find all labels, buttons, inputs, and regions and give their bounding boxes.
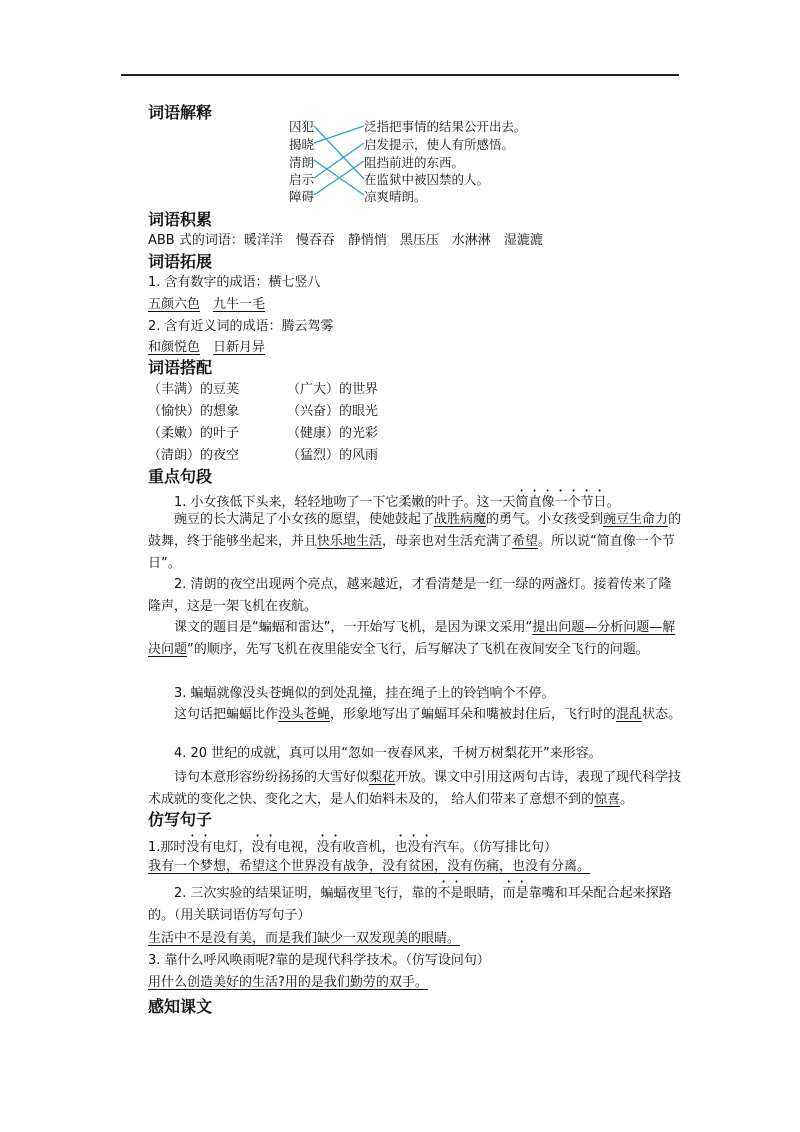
emphasized-text: 没有	[186, 840, 213, 855]
underlined-answer: 梨花	[369, 770, 396, 785]
sentence-text: 眼睛，	[463, 886, 503, 901]
emphasized-text: 没有	[251, 840, 278, 855]
match-left-word: 障碍	[289, 189, 315, 204]
passage-1-analysis	[148, 509, 684, 575]
passage-text: 诗句本意形容纷纷扬扬的大雪好似	[174, 770, 370, 785]
expand-item-2-answers	[148, 336, 265, 355]
passage-4: 4. 20 世纪的成就，真可以用“忽如一夜春风来，千树万树梨花开”来形容。	[174, 746, 602, 761]
emphasized-text: 不是	[437, 886, 464, 901]
imitation-sentence-2	[148, 878, 684, 927]
underlined-answer: 惊喜	[594, 792, 621, 807]
passage-3: 3. 蝙蝠就像没头苍蝇似的到处乱撞，挂在绳子上的铃铛响个不停。	[174, 686, 555, 701]
expand-item-1-answers	[148, 293, 265, 312]
match-left-word: 囚犯	[289, 119, 315, 134]
collocation-left: （愉快）的想象	[148, 404, 240, 419]
imitation-answer-1: 我有一个梦想，希望这个世界没有战争，没有贫困，没有伤痛，也没有分离。	[148, 859, 591, 874]
passage-text: 1. 小女孩低下头来，轻轻地吻了一下它柔嫩的叶子。这一天	[174, 495, 516, 510]
passage-text: 开放。课文中引用这两句古诗，表现了现代科学技术成就的变化之快、变化之大，是人们始料未及的， 给人们带来了意想不到的	[148, 770, 682, 807]
expand-item-1: 1. 含有数字的成语：横七竖八	[148, 275, 321, 290]
passage-4-analysis	[148, 767, 684, 811]
key-passages-heading: 重点句段	[148, 467, 213, 486]
accumulate-heading: 词语积累	[148, 210, 213, 229]
passage-text: 。所以说“简直像一个节日”。	[148, 534, 675, 571]
collocation-left: （丰满）的豆荚	[148, 382, 240, 397]
passage-text: 。	[620, 792, 634, 807]
emphasized-text: 而是	[502, 886, 529, 901]
sentence-text: 靠嘴和耳朵配合起来探路的。（用关联词语仿写句子）	[148, 886, 672, 923]
match-right-definition: 启发提示，使人有所感悟。	[364, 137, 515, 152]
imitation-sentence-3: 3. 靠什么呼风唤雨呢?靠的是现代科学技术。（仿写设问句）	[148, 953, 490, 968]
passage-text: ”的顺序，先写飞机在夜里能安全飞行，后写解决了飞机在夜间安全飞行的问题。	[187, 642, 649, 657]
expand-heading: 词语拓展	[148, 252, 213, 271]
collocation-right: （健康）的光彩	[287, 426, 379, 441]
passage-2-analysis	[148, 617, 684, 661]
match-left-word: 启示	[289, 172, 315, 187]
top-rule	[121, 74, 679, 76]
passage-text: 豌豆的长大满足了小女孩的愿望，使她鼓起了	[174, 512, 435, 527]
expand-item-2: 2. 含有近义词的成语：腾云驾雾	[148, 319, 334, 334]
passage-2: 2. 清朗的夜空出现两个亮点，越来越近，才看清楚是一红一绿的两盏灯。接着传来了隆隆声，这是一架飞机在夜航。	[148, 577, 672, 614]
emphasized-text: 没有	[316, 840, 343, 855]
collocation-left: （清朗）的夜空	[148, 448, 240, 463]
underlined-answer: 没头苍蝇	[278, 707, 331, 722]
underlined-answer: 希望	[512, 534, 539, 549]
imitation-sentence-1	[148, 832, 557, 855]
passage-text: 课文的题目是“蝙蝠和雷达”，一开始写飞机，是因为课文采用“	[174, 620, 533, 635]
passage-text: 的勇气。小女孩受到	[486, 512, 604, 527]
answer-idiom: 九牛一毛	[213, 297, 266, 312]
collocation-right: （兴奋）的眼光	[287, 404, 379, 419]
match-left-word: 揭晓	[289, 137, 315, 152]
underlined-answer: 战胜病魔	[434, 512, 487, 527]
collocation-heading: 词语搭配	[148, 358, 213, 377]
collocation-right: （广大）的世界	[287, 382, 379, 397]
imitation-answer-3: 用什么创造美好的生活?用的是我们勤劳的双手。	[148, 975, 428, 990]
collocation-left: （柔嫩）的叶子	[148, 426, 240, 441]
imitation-heading: 仿写句子	[148, 810, 213, 829]
item-number: 1.	[148, 840, 161, 855]
perceive-heading: 感知课文	[148, 997, 213, 1016]
passage-text: 。	[606, 495, 620, 510]
match-lines	[312, 115, 368, 205]
match-right-definition: 阻挡前进的东西。	[364, 155, 465, 170]
underlined-answer: 快乐地生活	[317, 534, 383, 549]
passage-text: ，形象地写出了蝙蝠耳朵和嘴被封住后，飞行时的	[330, 707, 617, 722]
sentence-text: 那时	[160, 840, 187, 855]
match-line	[314, 143, 364, 178]
imitation-answer-2: 生活中不是没有美，而是我们缺少一双发现美的眼睛。	[148, 931, 461, 946]
vocab-explain-heading: 词语解释	[148, 103, 213, 122]
answer-idiom: 五颜六色	[148, 297, 201, 312]
sentence-text: 收音机，	[342, 840, 395, 855]
passage-text: ，母亲也对生活充满了	[382, 534, 513, 549]
passage-text: 的鼓舞，终于能够坐起来，并且	[148, 512, 682, 549]
underlined-answer: 豌豆生命力	[603, 512, 669, 527]
sentence-text: 电视，	[277, 840, 317, 855]
underlined-answer: 提出问题—分析问题—解决问题	[148, 620, 676, 657]
passage-3-analysis	[148, 704, 684, 726]
sentence-text: 电灯，	[212, 840, 252, 855]
underlined-answer: 混乱	[616, 707, 643, 722]
match-right-definition: 凉爽晴朗。	[364, 189, 427, 204]
sentence-text: 汽车。（仿写排比句）	[433, 840, 558, 855]
answer-idiom: 日新月异	[213, 340, 266, 355]
abb-words-line: ABB 式的词语：暖洋洋 慢吞吞 静悄悄 黑压压 水淋淋 湿漉漉	[148, 233, 543, 248]
emphasized-text: 也没有	[394, 840, 434, 855]
match-left-word: 清朗	[289, 155, 315, 170]
match-right-definition: 泛指把事情的结果公开出去。	[364, 119, 527, 134]
passage-text: 这句话把蝙蝠比作	[174, 707, 279, 722]
match-right-definition: 在监狱中被囚禁的人。	[364, 172, 490, 187]
passage-text: 状态。	[642, 707, 682, 722]
collocation-right: （猛烈）的风雨	[287, 448, 379, 463]
sentence-text: 2. 三次实验的结果证明，蝙蝠夜里飞行，靠的	[174, 886, 438, 901]
answer-idiom: 和颜悦色	[148, 340, 201, 355]
emphasized-text: 简直像一个节日	[515, 495, 607, 510]
